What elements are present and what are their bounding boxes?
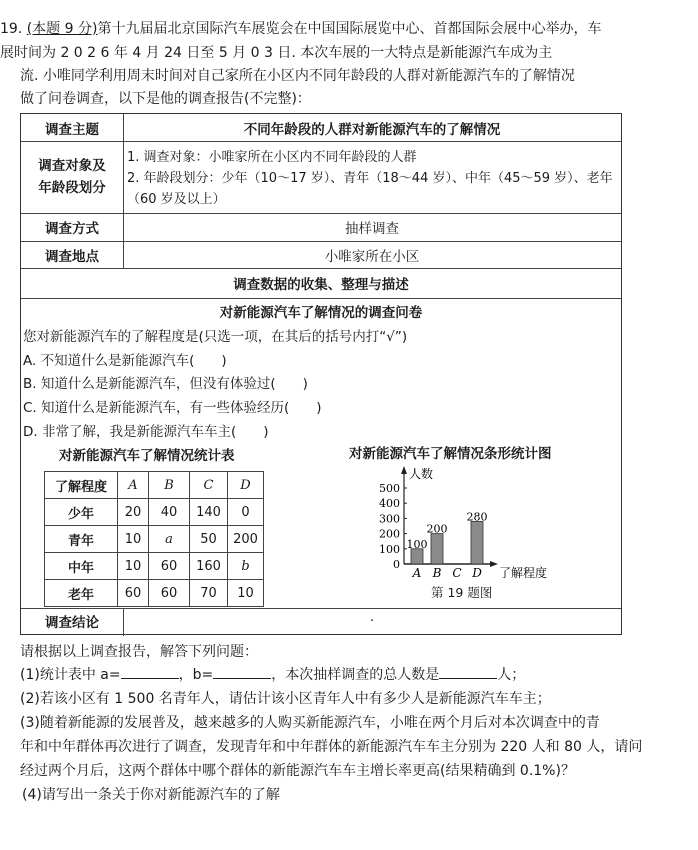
row-value-location: 小唯家所在小区 [324, 248, 420, 265]
option-c: C. 知道什么是新能源汽车，有一些体验经历( ) [23, 400, 322, 416]
section-title: 调查数据的收集、整理与描述 [233, 277, 409, 293]
chart-title: 对新能源汽车了解情况条形统计图 [349, 446, 552, 462]
cell: 50 [190, 526, 228, 553]
row-value-conclusion: · [369, 613, 375, 629]
chart-caption: 第 19 题图 [431, 585, 493, 600]
row-label-conclusion: 调查结论 [45, 615, 99, 631]
cell: 10 [228, 580, 264, 607]
row-header: 中年 [45, 553, 118, 580]
y-tick-label: 0 [393, 558, 400, 571]
table-row [45, 580, 264, 607]
x-axis-label: 了解程度 [499, 566, 548, 580]
table-row [45, 499, 264, 526]
bar [431, 534, 443, 564]
question-1 [20, 664, 525, 684]
q1-text-a: (1)统计表中 a= [20, 667, 121, 683]
header-cell: B [149, 472, 190, 499]
stat-table-title: 对新能源汽车了解情况统计表 [59, 448, 235, 464]
cell: 70 [190, 580, 228, 607]
answer-blank-total[interactable] [439, 664, 497, 679]
cell: 60 [118, 580, 149, 607]
bar-data-label: 200 [426, 522, 448, 536]
score-note: (本题 9 分) [26, 21, 98, 37]
cell: 140 [190, 499, 228, 526]
option-b: B. 知道什么是新能源汽车，但没有体验过( ) [23, 376, 308, 392]
y-tick-label: 200 [379, 527, 400, 541]
bar-data-label: 100 [406, 537, 428, 551]
table-row [45, 553, 264, 580]
answer-blank-b[interactable] [213, 664, 271, 679]
intro-text-1: 第十九届届北京国际汽车展览会在中国国际展览中心、首都国际会展中心举办，车 [97, 21, 602, 37]
header-cell: D [228, 472, 264, 499]
cell: a [149, 526, 190, 553]
row-value-subjects [127, 147, 613, 210]
intro-line-3: 流. 小唯同学利用周末时间对自己家所在小区内不同年龄段的人群对新能源汽车的了解情况 [20, 68, 575, 84]
survey-report-table [20, 113, 622, 635]
q1-text-c: ，本次抽样调查的总人数是 [271, 667, 440, 683]
question-number: 19. [0, 21, 23, 37]
questions-intro: 请根据以上调查报告，解答下列问题： [20, 644, 258, 660]
header-cell: C [190, 472, 228, 499]
y-axis-label: 人数 [409, 467, 434, 481]
x-tick-label: D [472, 566, 482, 580]
row-header: 少年 [45, 499, 118, 526]
cell: b [228, 553, 264, 580]
cell: 200 [228, 526, 264, 553]
y-tick-label: 400 [379, 497, 400, 511]
cell: 10 [118, 526, 149, 553]
row-value-topic: 不同年龄段的人群对新能源汽车的了解情况 [243, 121, 501, 138]
bar [471, 521, 483, 564]
question-3-line-3: 经过两个月后，这两个群体中哪个群体的新能源汽车车主增长率更高(结果精确到 0.1%)？ [20, 763, 575, 779]
q1-text-d: 人； [497, 667, 526, 683]
intro-line-1 [0, 18, 601, 38]
stat-table [44, 471, 264, 607]
y-tick-label: 300 [379, 512, 400, 526]
age-groups-line: 2. 年龄段划分：少年（10～17 岁）、青年（18～44 岁）、中年（45～59 岁）、老年 [127, 171, 613, 186]
option-a: A. 不知道什么是新能源汽车( ) [23, 353, 227, 369]
x-tick-label: A [412, 566, 422, 580]
cell: 20 [118, 499, 149, 526]
header-cell: A [118, 472, 149, 499]
question-4: (4)请写出一条关于你对新能源汽车的了解 [22, 787, 280, 803]
option-d: D. 非常了解，我是新能源汽车车主( ) [23, 424, 269, 440]
x-axis-arrow-icon [490, 561, 498, 567]
bar-chart [361, 452, 561, 582]
answer-blank-a[interactable] [121, 664, 179, 679]
cell: 160 [190, 553, 228, 580]
row-value-method: 抽样调查 [345, 221, 399, 237]
intro-line-4: 做了问卷调查，以下是他的调查报告(不完整)： [20, 91, 311, 107]
row-label-topic: 调查主题 [45, 121, 99, 138]
stat-table-header [45, 472, 264, 499]
age-groups-line-cont: （60 岁及以上） [127, 192, 226, 207]
y-tick-label: 500 [379, 482, 400, 495]
question-2: (2)若该小区有 1 500 名青年人，请估计该小区青年人中有多少人是新能源汽车车主； [20, 691, 551, 707]
row-header: 青年 [45, 526, 118, 553]
row-label-method: 调查方式 [45, 221, 99, 237]
cell: 60 [149, 580, 190, 607]
row-header: 老年 [45, 580, 118, 607]
row-label-location: 调查地点 [45, 248, 99, 265]
subjects-line: 1. 调查对象：小唯家所在小区内不同年龄段的人群 [127, 150, 417, 165]
questionnaire-prompt: 您对新能源汽车的了解程度是(只选一项，在其后的括号内打“√”) [23, 329, 408, 345]
question-3-line-1: (3)随着新能源的发展普及，越来越多的人购买新能源汽车，小唯在两个月后对本次调查中的青 [20, 715, 600, 731]
table-row [45, 526, 264, 553]
x-tick-label: B [432, 566, 442, 580]
cell: 40 [149, 499, 190, 526]
y-tick-label: 100 [379, 542, 400, 556]
bar-data-label: 280 [466, 510, 488, 524]
intro-line-2: 展时间为 2 0 2 6 年 4 月 24 日至 5 月 0 3 日. 本次车展的一大特点是新能源汽车成为主 [0, 45, 553, 61]
row-label-subjects: 调查对象及年龄段划分 [38, 158, 106, 196]
q1-text-b: ，b= [178, 667, 214, 683]
y-axis-arrow-icon [401, 466, 407, 474]
header-cell: 了解程度 [45, 472, 118, 499]
questionnaire-title: 对新能源汽车了解情况的调查问卷 [219, 305, 423, 321]
cell: 60 [149, 553, 190, 580]
question-3-line-2: 年和中年群体再次进行了调查，发现青年和中年群体的新能源汽车车主分别为 220 人和 80 人，请问 [20, 739, 643, 755]
cell: 0 [228, 499, 264, 526]
cell: 10 [118, 553, 149, 580]
x-tick-label: C [452, 566, 462, 580]
bar [411, 549, 423, 564]
